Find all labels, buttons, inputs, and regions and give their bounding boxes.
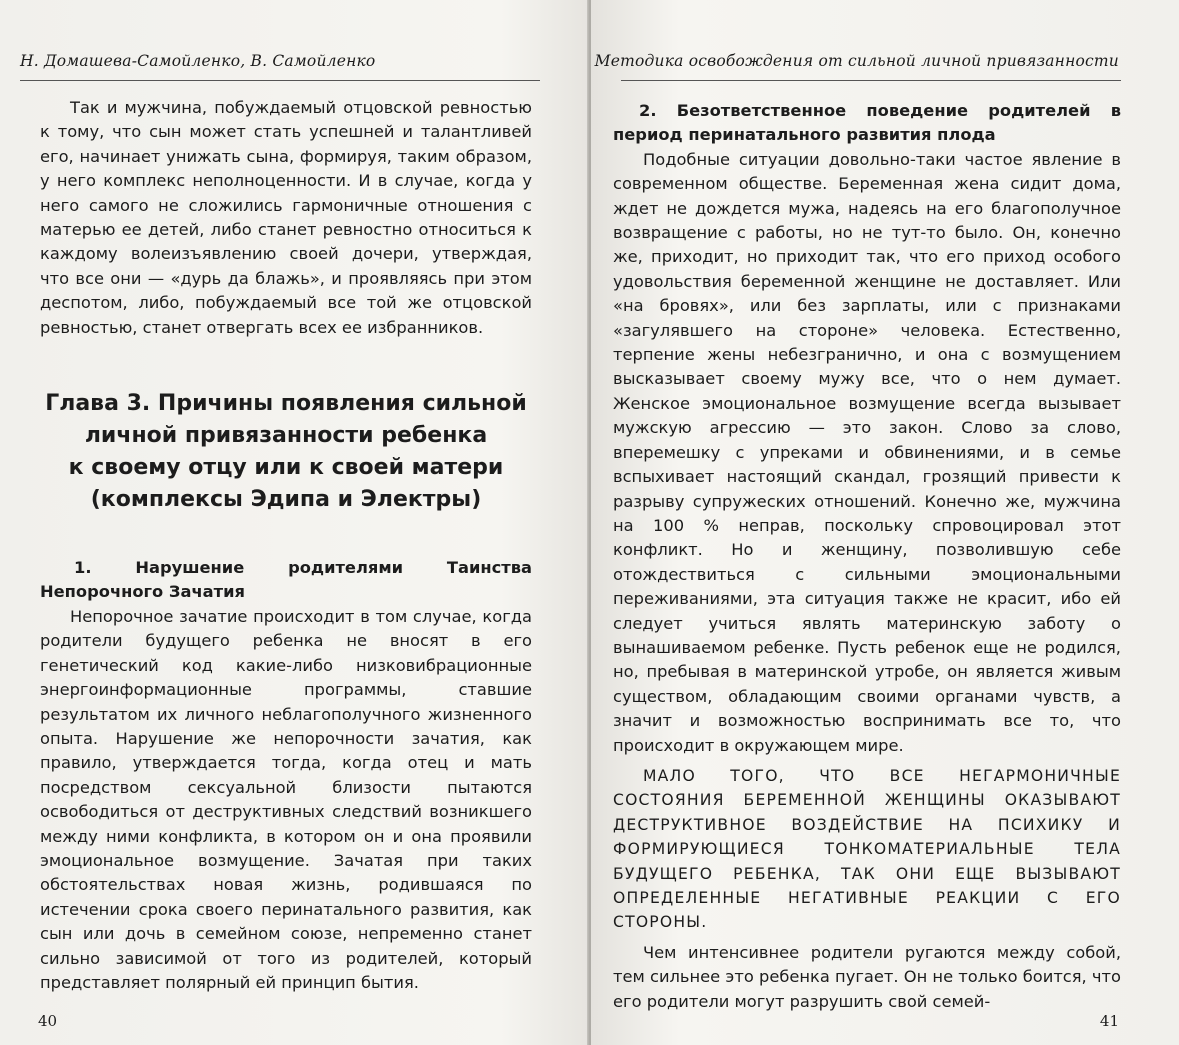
chapter-title-line: к своему отцу или к своей матери xyxy=(68,455,504,481)
header-rule xyxy=(20,80,540,81)
chapter-title-line: (комплексы Эдипа и Электры) xyxy=(90,487,482,513)
left-text-column xyxy=(40,96,532,995)
running-head-authors: Н. Домашева-Самойленко, В. Самойленко xyxy=(20,52,376,70)
page-number-right: 41 xyxy=(1099,1012,1119,1030)
running-head-title: Методика освобождения от сильной личной привязанности xyxy=(594,52,1119,70)
page-number-left: 40 xyxy=(38,1012,58,1030)
right-page xyxy=(591,0,1179,1045)
section-2-heading: 2. Безответственное поведение родителей в период перинатального развития плода xyxy=(613,101,1121,145)
header-rule xyxy=(621,80,1121,81)
chapter-title-line: личной привязанности ребенка xyxy=(84,423,488,449)
section-1-heading: 1. Нарушение родителями Таинства Непорочного Зачатия xyxy=(40,558,532,602)
right-text-column xyxy=(613,99,1121,1014)
chapter-title-line: Глава 3. Причины появления сильной xyxy=(45,391,527,417)
paragraph-3: Чем интенсивнее родители ругаются между собой, тем сильнее это ребенка пугает. Он не только боится, что его родители могут разрушить свой семей- xyxy=(613,942,1121,1011)
left-page xyxy=(0,0,589,1045)
chapter-title xyxy=(40,388,532,516)
section-1-paragraph: Непорочное зачатие происходит в том случае, когда родители будущего ребенка не вносят в его генетический код какие-либо низковибрационные энергоинформационные программы, ставшие результатом их личного неблагополучного жизненного опыта. Нарушение же непорочности зачатия, как правило, утверждается тогда, когда отец и мать посредством сексуальной близости пытаются освободиться от деструктивных следствий возникшего между ними конфликта, в котором он и она проявили эмоциональное возмущение. Зачатая при таких обстоятельствах новая жизнь, родившаяся по истечении срока своего перинатального развития, как сын или дочь в семейном союзе, непременно станет сильно зависимой от того из родителей, который представляет полярный ей принцип бытия. xyxy=(40,606,532,992)
paragraph-1: Подобные ситуации довольно-таки частое явление в современном обществе. Беременная жена сидит дома, ждет не дождется мужа, надеясь на его благополучное возвращение с работы, но не тут-то было. Он, конечно же, приходит, но приходит так, что его приход особого удовольствия беременной женщине не доставляет. Или «на бровях», или без зарплаты, или с признаками «загулявшего на стороне» человека. Естественно, терпение жены небезгранично, и она с возмущением высказывает своему мужу все, что о нем думает. Женское эмоциональное возмущение всегда вызывает мужскую агрессию — это закон. Слово за слово, вперемешку с упреками и обвинениями, и в семье вспыхивает настоящий скандал, грозящий привести к разрыву супружеских отношений. Конечно же, мужчина на 100 % неправ, поскольку спровоцировал этот конфликт. Но и женщину, позволившую себе отождествиться с сильными эмоциональными переживаниями, эта ситуация также не красит, ибо ей следует учиться являть материнскую заботу о вынашиваемом ребенке. Пусть ребенок еще не родился, но, пребывая в материнской утробе, он является живым существом, обладающим своими органами чувств, а значит и возможностью воспринимать все то, что происходит в окружающем мире. xyxy=(613,149,1121,755)
intro-paragraph: Так и мужчина, побуждаемый отцовской ревностью к тому, что сын может стать успешней и талантливей его, начинает унижать сына, формируя, таким образом, у него комплекс неполноценности. И в случае, когда у него самого не сложились гармоничные отношения с матерью ее детей, либо станет ревностно относиться к каждому волеизъявлению своей дочери, утверждая, что все они — «дурь да блажь», и проявляясь при этом деспотом, либо, побуждаемый все той же отцовской ревностью, станет отвергать всех ее избранников. xyxy=(40,98,532,337)
paragraph-2-caps: МАЛО ТОГО, ЧТО ВСЕ НЕГАРМОНИЧНЫЕ СОСТОЯНИЯ БЕРЕМЕННОЙ ЖЕНЩИНЫ ОКАЗЫВАЮТ ДЕСТРУКТИВНОЕ ВОЗДЕЙСТВИЕ НА ПСИХИКУ И ФОРМИРУЮЩИЕСЯ ТОНКОМАТЕРИАЛЬНЫЕ ТЕЛА БУДУЩЕГО РЕБЕНКА, ТАК ОНИ ЕЩЕ ВЫЗЫВАЮТ ОПРЕДЕЛЕННЫЕ НЕГАТИВНЫЕ РЕАКЦИИ С ЕГО СТОРОНЫ. xyxy=(613,766,1121,932)
